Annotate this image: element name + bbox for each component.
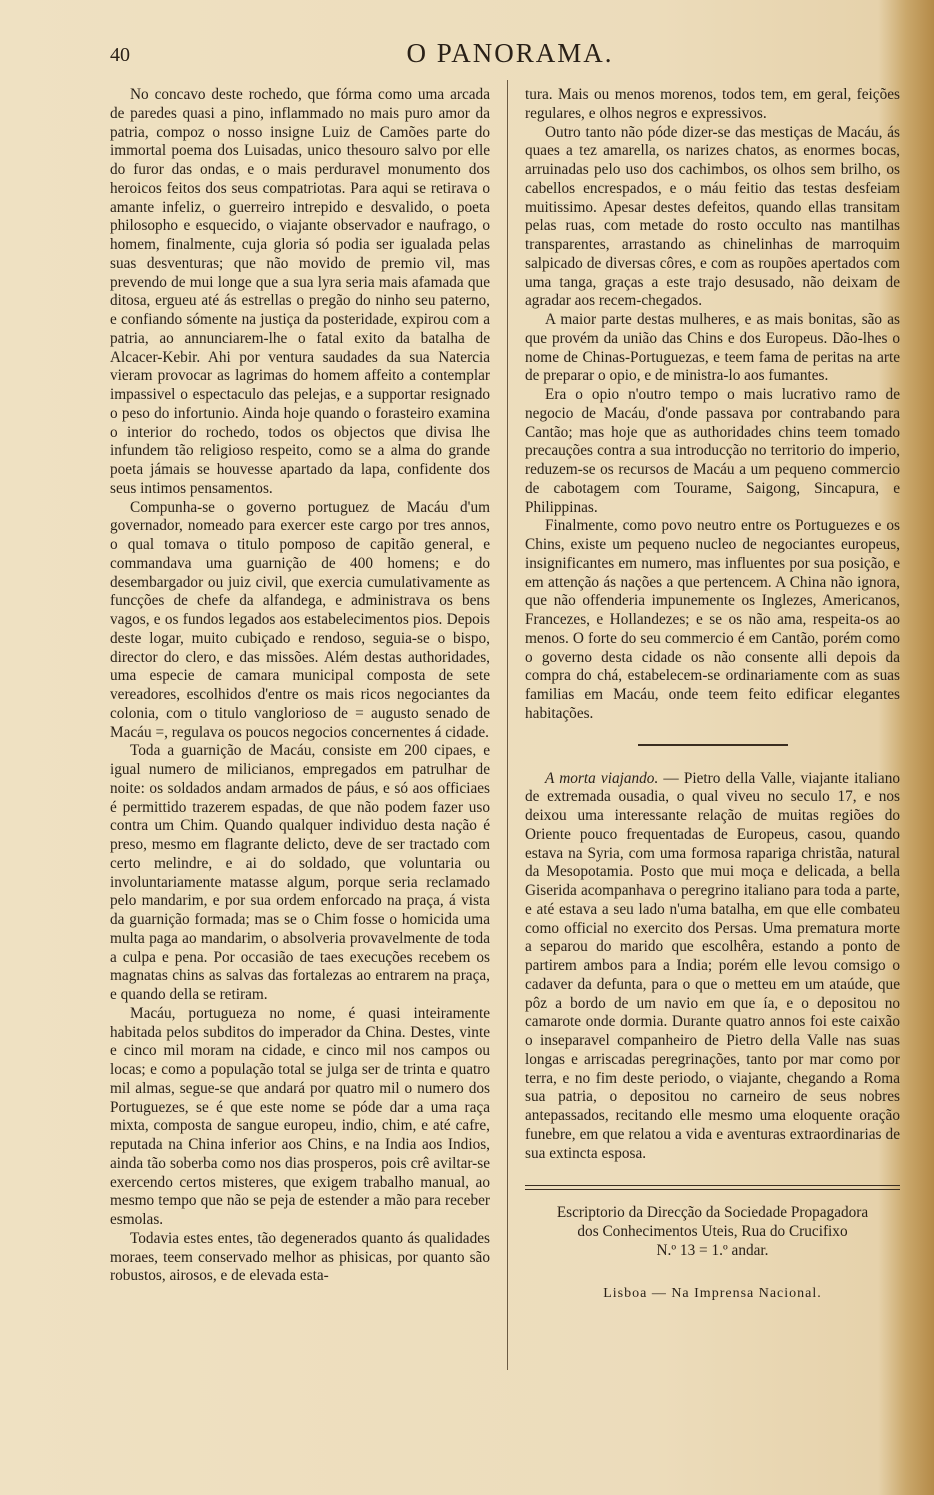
paragraph: Era o opio n'outro tempo o mais lucrativo ramo de negocio de Macáu, d'onde passava por contrabando para Cantão; mas hoje que as authoridades chins teem tomado precauções contra a sua introducção no territorio do imperio, reduzem-se os recursos de Macáu a um pequeno commercio de cabotagem com Tourame, Saigong, Sincapura, e Philippinas. [525,386,900,516]
double-rule-bottom [525,1189,900,1190]
anecdote-paragraph [525,770,900,1164]
paragraph: Todavia estes entes, tão degenerados quanto ás qualidades moraes, teem conservado melhor as phisicas, por quanto são robustos, airosos, e de elevada esta- [110,1229,490,1285]
page-number: 40 [110,44,130,66]
imprint-line-2: dos Conhecimentos Uteis, Rua do Crucifixo [577,1223,848,1240]
column-divider [507,80,508,1370]
right-column [525,86,900,1303]
paragraph: Toda a guarnição de Macáu, consiste em 200 cipaes, e igual numero de milicianos, empregados em patrulhar de noite: os soldados andam armados de páus, e só aos officiaes é permittido trazerem espadas, de que não podem fazer uso contra um Chim. Quando qualquer individuo desta nação é preso, mesmo em flagrante delicto, deve de ser tractado com certo melindre, e ai do soldado, que voluntaria ou involuntariamente matasse algum, porque seria reclamado pelo mandarim, e por sua ordem enforcado na praça, á vista da guarnição formada; mas se o Chim fosse o homicida uma multa paga ao mandarim, o absolveria provavelmente de toda a culpa e pena. Por occasião de taes execuções recebem os magnatas chins as salvas das fortalezas ao entrarem na praça, e quando della se retiram. [110,742,490,1003]
paragraph: No concavo deste rochedo, que fórma como uma arcada de paredes quasi a pino, inflammado no mais puro amor da patria, compoz o nosso insigne Luiz de Camões parte do immortal poema dos Luisadas, unico thesouro salvo por elle do furor das ondas, e o mais perduravel monumento dos heroicos feitos dos seus compatriotas. Para aqui se retirava o amante infeliz, o guerreiro intrepido e desvalido, o poeta philosopho e esquecido, o viajante observador e naufrago, o homem, finalmente, cuja gloria só podia ser igualada pelas suas desventuras; que não movido de premio vil, mas prevendo de mui longe que a sua lyra seria mais afamada que ditosa, ergueu até ás estrellas o pregão do ninho seu paterno, e confiando sómente na justiça da posteridade, expirou com a patria, ao annunciarem-lhe o fatal exito da batalha de Alcacer-Kebir. Ahi por ventura saudades da sua Natercia vieram provocar as lagrimas do homem affeito a contemplar impassivel o espectaculo das pelejas, e a supportar resignado o peso do infortunio. Ainda hoje quando o forasteiro examina o interior do rochedo, todos os objectos que divisa lhe infundem tão religioso respeito, como se a alma do grande poeta jámais se houvesse apartado da lapa, confidente dos seus intimos pensamentos. [110,86,490,497]
anecdote-title: A morta viajando. [545,769,659,787]
journal-title: O PANORAMA. [406,38,614,68]
section-rule [638,744,788,746]
press-line: Lisboa — Na Imprensa Nacional. [603,1285,822,1301]
paragraph: Finalmente, como povo neutro entre os Portuguezes e os Chins, existe um pequeno nucleo de negociantes europeus, insignificantes em numero, mas influentes por sua posição, e em attenção ás nações a que pertencem. A China não ignora, que não offenderia impunemente os Inglezes, Americanos, Francezes, e Hollandezes; e se os não ama, respeita-os ao menos. O forte do seu commercio é em Cantão, porém como o governo desta cidade os não consente alli depois da compra do chá, estabelecem-se ordinariamente com as suas familias em Macáu, onde teem feito edificar elegantes habitações. [525,517,900,722]
double-rule-top [525,1185,900,1186]
paragraph: tura. Mais ou menos morenos, todos tem, em geral, feições regulares, e olhos negros e expressivos. [525,86,900,122]
paragraph: Outro tanto não póde dizer-se das mestiças de Macáu, ás quaes a tez amarella, os narizes chatos, as enormes bocas, arruinadas pelo uso dos cachimbos, os olhos sem brilho, os cabellos encrespados, e o máu feitio das testas desfeiam muitissimo. Apesar destes defeitos, quando ellas transitam pelas ruas, com metade do rosto occulto nas mantilhas transparentes, arrastando as chinelinhas de marroquim salpicado de diversas côres, e com as roupões apertados com uma tanga, graças a este trajo desusado, não deixam de agradar aos recem-chegados. [525,123,900,310]
paragraph: Macáu, portugueza no nome, é quasi inteiramente habitada pelos subditos do imperador da China. Destes, vinte e cinco mil moram na cidade, e cinco mil nos campos ou locas; e como a população total se julga ser de trinta e quatro mil almas, segue-se que andará por quatro mil o numero dos Portuguezes, se é que este nome se póde dar a uma raça mixta, composta de sangue europeu, indio, chim, e até cafre, reputada na China inferior aos Chins, e na India aos Indios, ainda tão soberba como nos dias prosperos, pois crê aviltar-se exercendo certos misteres, que exigem trabalho manual, ao mesmo tempo que não se peja de estender a mão para receber esmolas. [110,1004,490,1228]
running-header [110,38,910,72]
paragraph: Compunha-se o governo portuguez de Macáu d'um governador, nomeado para exercer este cargo por tres annos, o qual tomava o titulo pomposo de capitão general, e commandava uma guarnição de 400 homens; e do desembargador ou juiz civil, que exercia cumulativamente as funcções de chefe da alfandega, e administrava os bens vagos, e os fundos legados aos estabelecimentos pios. Depois deste logar, muito cubiçado e rendoso, seguia-se o bispo, director do clero, e das missões. Além destas authoridades, uma especie de camara municipal composta de sete vereadores, escolhidos d'entre os mais ricos negociantes da colonia, com o titulo vanglorioso de = augusto senado de Macáu =, regulava os poucos negocios concernentes á cidade. [110,498,490,741]
anecdote-dash: — [663,769,679,787]
imprint-line-3: N.º 13 = 1.º andar. [656,1241,769,1259]
imprint-block [525,1204,900,1260]
anecdote-text: Pietro della Valle, viajante italiano de extremada ousadia, o qual viveu no seculo 17, e nos deixou uma interessante relação de muitas regiões do Oriente pouco frequentadas de Europeus, casou, quando estava na Syria, com uma formosa rapariga christãa, natural da Mesopotamia. Posto que mui moça e delicada, a bella Giserida acompanhava o peregrino italiano para toda a parte, e até estava a seu lado n'uma batalha, em que elle combateu como official no exercito dos Persas. Uma prematura morte a separou do marido que escolhêra, estando a ponto de partirem ambos para a India; porém elle levou comsigo o cadaver da defunta, para o que o metteu em um ataúde, que pôz a bordo de um navio em que ía, e o depositou no camarote onde dormia. Durante quatro annos foi este caixão o inseparavel companheiro de Pietro della Valle nas suas longas e arriscadas peregrinações, tanto por mar como por terra, e no fim deste periodo, o viajante, chegando a Roma sua patria, o depositou no carneiro de seus nobres antepassados, recitando elle mesmo uma eloquente oração funebre, em que relatou a vida e aventuras extraordinarias de sua extincta esposa. [525,769,900,1162]
left-column [110,86,490,1286]
imprint-line-1: Escriptorio da Direcção da Sociedade Propagadora [556,1204,869,1222]
paragraph: A maior parte destas mulheres, e as mais bonitas, são as que provém da união das Chins e dos Europeus. Dão-lhes o nome de Chinas-Portuguezas, e teem fama de peritas na arte de preparar o opio, e de ministra-lo aos fumantes. [525,311,900,385]
